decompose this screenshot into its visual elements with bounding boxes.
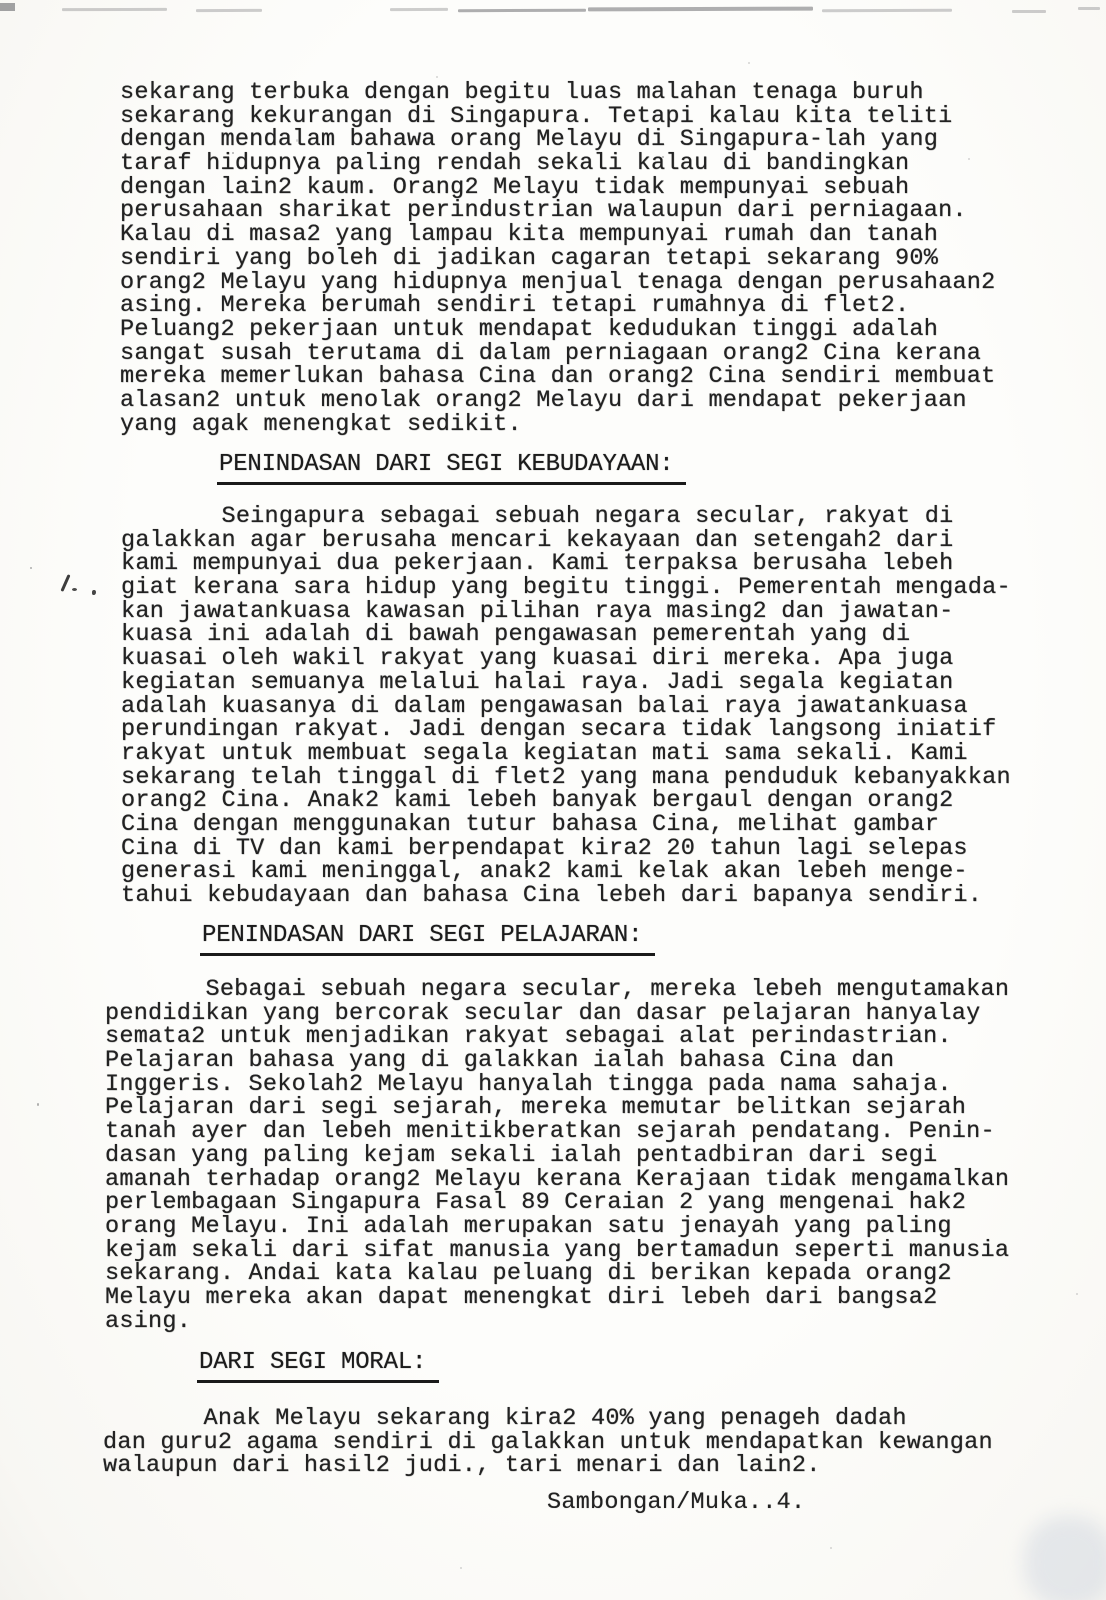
text-line: asing. Mereka berumah sendiri tetapi rumahnya di flet2. — [120, 292, 910, 320]
text-line: semata2 untuk menjadikan rakyat sebagai alat perindastrian. — [105, 1023, 952, 1051]
paragraph-pelajaran — [105, 978, 1009, 1333]
text-line: alasan2 untuk menolak orang2 Melayu dari mendapat pekerjaan — [120, 386, 967, 414]
scan-artifact — [458, 9, 586, 12]
scan-artifact — [62, 8, 167, 11]
text-line: kuasai oleh wakil rakyat yang kuasai diri mereka. Apa juga — [121, 645, 954, 673]
scan-artifact — [1012, 10, 1046, 13]
scan-artifact — [30, 567, 32, 569]
text-line: dengan mendalam bahawa orang Melayu di Singapura-lah yang — [120, 126, 939, 154]
text-line: perlembagaan Singapura Fasal 89 Ceraian 2 yang mengenai hak2 — [105, 1189, 967, 1217]
text-line: generasi kami meninggal, anak2 kami kelak akan lebeh menge- — [121, 858, 968, 886]
text-line: pendidikan yang bercorak secular dan dasar pelajaran hanyalay — [105, 999, 981, 1027]
text-line: yang agak menengkat sedikit. — [120, 410, 522, 438]
section-heading-kebudayaan: PENINDASAN DARI SEGI KEBUDAYAAN: — [217, 452, 686, 485]
text-line: asing. — [105, 1307, 192, 1335]
scan-artifact — [390, 8, 448, 11]
text-line: giat kerana sara hidup yang begitu tinggi. Pemerentah mengada- — [121, 574, 1011, 602]
text-line: walaupun dari hasil2 judi., tari menari dan lain2. — [103, 1452, 821, 1480]
text-line: Pelajaran dari segi sejarah, mereka memutar belitkan sejarah — [105, 1094, 967, 1122]
paragraph-continuation — [120, 81, 996, 436]
text-line: Kalau di masa2 yang lampau kita mempunyai rumah dan tanah — [120, 221, 939, 249]
scan-artifact — [830, 1547, 832, 1549]
paragraph-kebudayaan — [121, 505, 1011, 908]
text-line: amanah terhadap orang2 Melayu kerana Kerajaan tidak mengamalkan — [105, 1165, 1010, 1193]
text-line: dengan lain2 kaum. Orang2 Melayu tidak mempunyai sebuah — [120, 173, 910, 201]
text-line: orang2 Cina. Anak2 kami lebeh banyak bergaul dengan orang2 — [121, 787, 954, 815]
scan-artifact — [37, 1103, 39, 1106]
text-line: sekarang kekurangan di Singapura. Tetapi kalau kita teliti — [120, 102, 953, 130]
text-line: kejam sekali dari sifat manusia yang bertamadun seperti manusia — [105, 1236, 1010, 1264]
scan-artifact — [460, 1567, 462, 1569]
scan-artifact — [196, 9, 262, 12]
handwritten-margin-mark — [60, 574, 70, 592]
text-line: kan jawatankuasa kawasan pilihan raya masing2 dan jawatan- — [121, 597, 954, 625]
paragraph-moral — [103, 1407, 993, 1478]
text-line: sendiri yang boleh di jadikan cagaran tetapi sekarang 90% — [120, 244, 939, 272]
text-line: galakkan agar berusaha mencari kekayaan dan setengah2 dari — [121, 526, 954, 554]
handwritten-margin-mark — [72, 588, 77, 591]
scan-artifact — [1076, 1293, 1078, 1295]
text-line: taraf hidupnya paling rendah sekali kalau di bandingkan — [120, 150, 910, 178]
text-line: Inggeris. Sekolah2 Melayu hanyalah tingga pada nama sahaja. — [105, 1070, 952, 1098]
text-line: Seingapura sebagai sebuah negara secular, rakyat di — [121, 503, 954, 530]
text-line: sangat susah terutama di dalam perniagaan orang2 Cina kerana — [120, 339, 982, 367]
text-line: Sebagai sebuah negara secular, mereka lebeh mengutamakan — [105, 976, 1010, 1003]
text-line: Cina di TV dan kami berpendapat kira2 20 tahun lagi selepas — [121, 834, 968, 862]
text-line: tahui kebudayaan dan bahasa Cina lebeh dari bapanya sendiri. — [121, 882, 983, 909]
text-line: Melayu mereka akan dapat menengkat diri lebeh dari bangsa2 — [105, 1283, 938, 1311]
scan-artifact — [588, 7, 813, 12]
text-line: Anak Melayu sekarang kira2 40% yang penageh dadah — [103, 1405, 907, 1432]
handwritten-margin-mark — [92, 590, 96, 595]
text-line: sekarang. Andai kata kalau peluang di berikan kepada orang2 — [105, 1260, 952, 1288]
text-line: perusahaan sharikat perindustrian walaupun dari perniagaan. — [120, 197, 967, 225]
text-line: rakyat untuk membuat segala kegiatan mati sama sekali. Kami — [121, 739, 968, 767]
scan-artifact — [0, 3, 15, 11]
text-line: kegiatan semuanya melalui halai raya. Jadi segala kegiatan — [121, 668, 954, 696]
scan-shade — [1024, 1516, 1106, 1600]
text-line: perundingan rakyat. Jadi dengan secara tidak langsong iniatif — [121, 716, 997, 744]
scan-artifact — [436, 76, 438, 78]
section-heading-moral: DARI SEGI MORAL: — [197, 1350, 439, 1383]
scan-artifact — [822, 9, 952, 12]
scan-artifact — [748, 62, 750, 64]
text-line: kami mempunyai dua pekerjaan. Kami terpaksa berusaha lebeh — [121, 550, 954, 578]
text-line: sekarang telah tinggal di flet2 yang mana penduduk kebanyakkan — [121, 763, 1011, 791]
text-line: Pelajaran bahasa yang di galakkan ialah bahasa Cina dan — [105, 1047, 895, 1075]
text-line: adalah kuasanya di dalam pengawasan balai raya jawatankuasa — [121, 692, 968, 720]
text-line: kuasa ini adalah di bawah pengawasan pemerentah yang di — [121, 621, 911, 649]
text-line: mereka memerlukan bahasa Cina dan orang2 Cina sendiri membuat — [120, 363, 996, 391]
text-line: Cina dengan menggunakan tutur bahasa Cina, melihat gambar — [121, 810, 940, 838]
text-line: orang Melayu. Ini adalah merupakan satu jenayah yang paling — [105, 1212, 952, 1240]
text-line: tanah ayer dan lebeh menitikberatkan sejarah pendatang. Penin- — [105, 1118, 995, 1146]
text-line: Peluang2 pekerjaan untuk mendapat kedudukan tinggi adalah — [120, 315, 939, 343]
section-heading-pelajaran: PENINDASAN DARI SEGI PELAJARAN: — [200, 923, 655, 956]
scan-artifact — [1078, 7, 1100, 10]
text-line: dasan yang paling kejam sekali ialah pentadbiran dari segi — [105, 1141, 938, 1169]
continuation-note: Sambongan/Muka..4. — [547, 1489, 806, 1516]
text-line: orang2 Melayu yang hidupnya menjual tenaga dengan perusahaan2 — [120, 268, 996, 296]
text-line: dan guru2 agama sendiri di galakkan untuk mendapatkan kewangan — [103, 1428, 993, 1456]
text-line: sekarang terbuka dengan begitu luas malahan tenaga buruh — [120, 79, 924, 106]
